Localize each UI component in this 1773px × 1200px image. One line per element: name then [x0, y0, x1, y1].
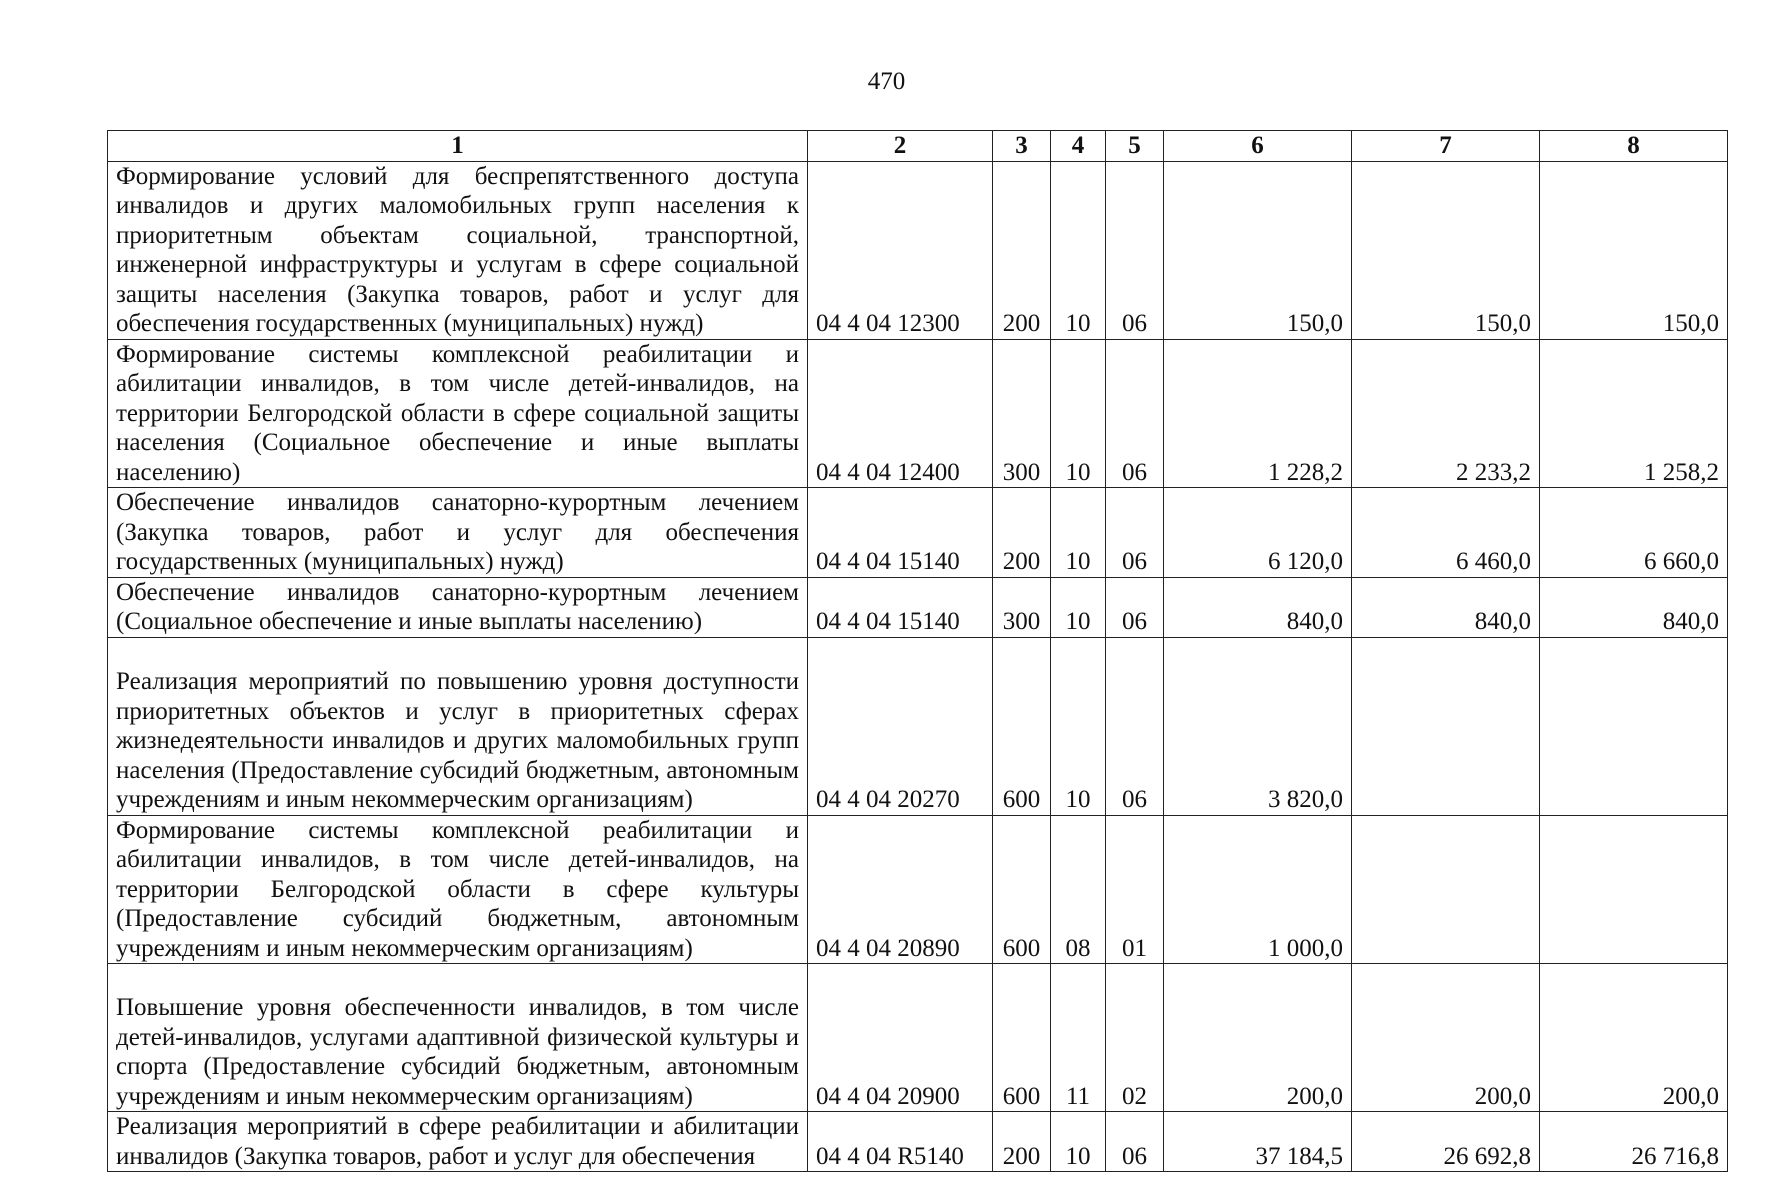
- row-amount-col6: 840,0: [1164, 577, 1352, 637]
- row-amount-col7: 200,0: [1352, 964, 1540, 1112]
- table-row: [108, 488, 1728, 578]
- row-expense-type: 200: [993, 488, 1051, 578]
- row-amount-col8: 1 258,2: [1540, 339, 1728, 488]
- row-expense-type: 600: [993, 637, 1051, 815]
- row-amount-col6: 150,0: [1164, 161, 1352, 339]
- row-amount-col7: 2 233,2: [1352, 339, 1540, 488]
- column-header-1: 1: [108, 131, 808, 162]
- header-row: [108, 131, 1728, 162]
- row-description: Реализация мероприятий в сфере реабилитации и абилитации инвалидов (Закупка товаров, работ и услуг для обеспечения: [108, 1112, 808, 1172]
- row-description: Формирование условий для беспрепятственного доступа инвалидов и других маломобильных групп населения к приоритетным объектам социальной, транспортной, инженерной инфраструктуры и услугам в сфере социальной защиты населения (Закупка товаров, работ и услуг для обеспечения государственных (муниципальных) нужд): [108, 161, 808, 339]
- row-amount-col8: 200,0: [1540, 964, 1728, 1112]
- row-amount-col6: 1 228,2: [1164, 339, 1352, 488]
- budget-table: [107, 130, 1728, 1172]
- row-amount-col8: 26 716,8: [1540, 1112, 1728, 1172]
- column-header-8: 8: [1540, 131, 1728, 162]
- row-subsection: 02: [1106, 964, 1164, 1112]
- row-section: 11: [1051, 964, 1106, 1112]
- table-row: [108, 815, 1728, 964]
- row-section: 08: [1051, 815, 1106, 964]
- row-section: 10: [1051, 339, 1106, 488]
- row-amount-col7: 840,0: [1352, 577, 1540, 637]
- row-description: Формирование системы комплексной реабилитации и абилитации инвалидов, в том числе детей-инвалидов, на территории Белгородской области в сфере социальной защиты населения (Социальное обеспечение и иные выплаты населению): [108, 339, 808, 488]
- table-row: [108, 577, 1728, 637]
- row-amount-col8: 840,0: [1540, 577, 1728, 637]
- row-description: Реализация мероприятий по повышению уровня доступности приоритетных объектов и услуг в приоритетных сферах жизнедеятельности инвалидов и других маломобильных групп населения (Предоставление субсидий бюджетным, автономным учреждениям и иным некоммерческим организациям): [108, 637, 808, 815]
- row-amount-col6: 37 184,5: [1164, 1112, 1352, 1172]
- row-expense-type: 300: [993, 577, 1051, 637]
- row-amount-col6: 1 000,0: [1164, 815, 1352, 964]
- row-section: 10: [1051, 161, 1106, 339]
- row-subsection: 06: [1106, 161, 1164, 339]
- row-expense-type: 600: [993, 964, 1051, 1112]
- column-header-5: 5: [1106, 131, 1164, 162]
- row-amount-col7: 26 692,8: [1352, 1112, 1540, 1172]
- row-amount-col8: 150,0: [1540, 161, 1728, 339]
- row-subsection: 06: [1106, 1112, 1164, 1172]
- row-subsection: 06: [1106, 577, 1164, 637]
- row-description: Формирование системы комплексной реабилитации и абилитации инвалидов, в том числе детей-инвалидов, на территории Белгородской области в сфере культуры (Предоставление субсидий бюджетным, автономным учреждениям и иным некоммерческим организациям): [108, 815, 808, 964]
- column-header-2: 2: [808, 131, 993, 162]
- row-expense-type: 300: [993, 339, 1051, 488]
- row-amount-col8: [1540, 637, 1728, 815]
- row-amount-col8: 6 660,0: [1540, 488, 1728, 578]
- row-section: 10: [1051, 637, 1106, 815]
- row-code: 04 4 04 12400: [808, 339, 993, 488]
- row-subsection: 01: [1106, 815, 1164, 964]
- row-amount-col6: 6 120,0: [1164, 488, 1352, 578]
- table-row: [108, 1112, 1728, 1172]
- row-code: 04 4 04 R5140: [808, 1112, 993, 1172]
- row-code: 04 4 04 15140: [808, 577, 993, 637]
- row-section: 10: [1051, 577, 1106, 637]
- row-code: 04 4 04 20890: [808, 815, 993, 964]
- row-amount-col6: 3 820,0: [1164, 637, 1352, 815]
- table-row: [108, 964, 1728, 1112]
- row-code: 04 4 04 15140: [808, 488, 993, 578]
- row-amount-col7: [1352, 815, 1540, 964]
- row-section: 10: [1051, 488, 1106, 578]
- row-description: Обеспечение инвалидов санаторно-курортным лечением (Закупка товаров, работ и услуг для обеспечения государственных (муниципальных) нужд): [108, 488, 808, 578]
- row-code: 04 4 04 20900: [808, 964, 993, 1112]
- row-description: Обеспечение инвалидов санаторно-курортным лечением (Социальное обеспечение и иные выплаты населению): [108, 577, 808, 637]
- page-number: 470: [867, 68, 906, 95]
- row-code: 04 4 04 12300: [808, 161, 993, 339]
- row-section: 10: [1051, 1112, 1106, 1172]
- row-description: Повышение уровня обеспеченности инвалидов, в том числе детей-инвалидов, услугами адаптивной физической культуры и спорта (Предоставление субсидий бюджетным, автономным учреждениям и иным некоммерческим организациям): [108, 964, 808, 1112]
- table-row: [108, 637, 1728, 815]
- column-header-7: 7: [1352, 131, 1540, 162]
- table-row: [108, 339, 1728, 488]
- row-amount-col7: [1352, 637, 1540, 815]
- row-subsection: 06: [1106, 637, 1164, 815]
- row-subsection: 06: [1106, 339, 1164, 488]
- column-header-6: 6: [1164, 131, 1352, 162]
- column-header-3: 3: [993, 131, 1051, 162]
- table-row: [108, 161, 1728, 339]
- row-amount-col7: 6 460,0: [1352, 488, 1540, 578]
- column-header-4: 4: [1051, 131, 1106, 162]
- row-subsection: 06: [1106, 488, 1164, 578]
- row-expense-type: 200: [993, 161, 1051, 339]
- row-amount-col7: 150,0: [1352, 161, 1540, 339]
- row-expense-type: 600: [993, 815, 1051, 964]
- row-amount-col8: [1540, 815, 1728, 964]
- row-amount-col6: 200,0: [1164, 964, 1352, 1112]
- row-expense-type: 200: [993, 1112, 1051, 1172]
- row-code: 04 4 04 20270: [808, 637, 993, 815]
